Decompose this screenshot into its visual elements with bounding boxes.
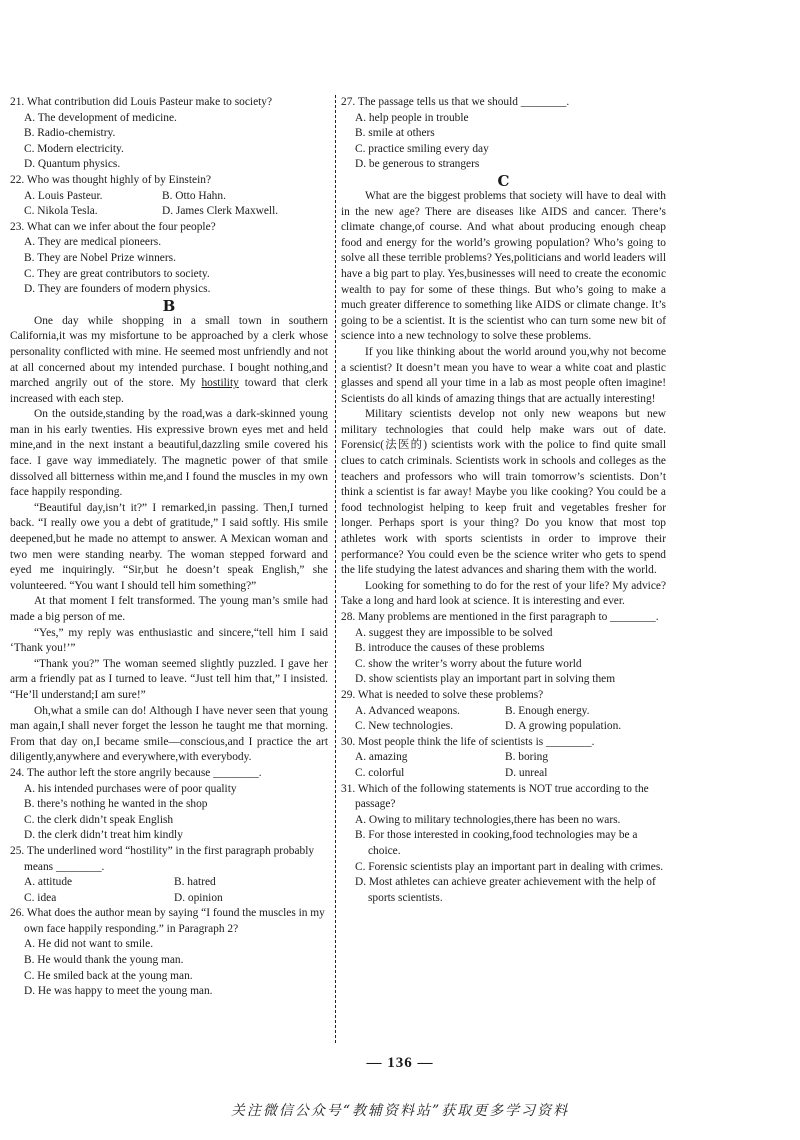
option-c: C. the clerk didn’t speak English bbox=[24, 813, 174, 826]
option-a: A. He did not want to smile. bbox=[24, 938, 154, 951]
option-b: B. hatred bbox=[174, 876, 216, 889]
option-c: C. practice smiling every day bbox=[355, 142, 489, 155]
option-a: A. Louis Pasteur. bbox=[24, 189, 103, 202]
passage-c bbox=[341, 189, 666, 610]
option-d: D. show scientists play an important part in solving them bbox=[355, 673, 616, 686]
option-b: B. Radio-chemistry. bbox=[24, 127, 116, 140]
question-26: 26. What does the author mean by saying “I found the muscles in my own face happily responding.” in Paragraph 2? A. He did not want to smile. B. He would thank the young man. C. He smiled back at the young man. D. He was happy to meet the young man. bbox=[10, 906, 328, 1000]
question-22: 22. Who was thought highly of by Einstein? A. Louis Pasteur. B. Otto Hahn. C. Nikola Tesla. D. James Clerk Maxwell. bbox=[10, 173, 328, 220]
question-29: 29. What is needed to solve these problems? A. Advanced weapons. B. Enough energy. C. New technologies. D. A growing population. bbox=[341, 688, 666, 735]
option-a: A. The development of medicine. bbox=[24, 111, 177, 124]
column-divider bbox=[335, 95, 336, 1043]
paragraph: “Thank you?” The woman seemed slightly puzzled. I gave her arm a friendly pat as I turned to leave. “Just tell him that,” I insisted. “He’ll understand;I am sure!” bbox=[10, 657, 328, 701]
option-b: B. Enough energy. bbox=[505, 704, 590, 717]
option-d: D. be generous to strangers bbox=[355, 158, 480, 171]
option-d: D. Quantum physics. bbox=[24, 158, 121, 171]
section-b-title: B bbox=[162, 296, 176, 315]
option-b: B. They are Nobel Prize winners. bbox=[24, 251, 176, 264]
option-b: B. there’s nothing he wanted in the shop bbox=[24, 798, 208, 811]
option-b: B. For those interested in cooking,food technologies may be a choice. bbox=[355, 829, 638, 857]
paragraph: At that moment I felt transformed. The young man’s smile had made a big person of me. bbox=[10, 595, 328, 623]
option-a: A. Owing to military technologies,there has been no wars. bbox=[355, 813, 621, 826]
option-c: C. Nikola Tesla. bbox=[24, 205, 98, 218]
option-b: B. Otto Hahn. bbox=[162, 189, 226, 202]
option-d: D. unreal bbox=[505, 766, 548, 779]
option-c: C. He smiled back at the young man. bbox=[24, 969, 193, 982]
option-a: A. help people in trouble bbox=[355, 111, 469, 124]
option-d: D. A growing population. bbox=[505, 720, 622, 733]
question-21: 21. What contribution did Louis Pasteur make to society? A. The development of medicine. B. Radio-chemistry. C. Modern electricity. D. Quantum physics. bbox=[10, 95, 328, 173]
question-31: 31. Which of the following statements is NOT true according to the passage? A. Owing to military technologies,there has been no wars. B. For those interested in cooking,food technologies may be a choice. C. Forensic scientists play an important part in dealing with crimes. D. Most athletes can achieve greater achievement with the help of sports scientists. bbox=[341, 782, 666, 907]
option-c: C. idea bbox=[24, 891, 57, 904]
paragraph: On the outside,standing by the road,was a dark-skinned young man in his early twenties. His expressive brown eyes met and held mine,and in the next instant a beautiful,dazzling smile covered his face. I gave way immediately. The magnetic power of that smile dissolved all bitterness within me,and I found the muscles in my own face happily responding. bbox=[10, 408, 328, 499]
paragraph: “Beautiful day,isn’t it?” I remarked,in passing. Then,I turned back. “I really owe you a debt of gratitude,” I said softly. His smile deepened,but he made no attempt to answer. A Mexican woman and two men were standing nearby. The woman stepped forward and eyed me inquiringly. “Sir,but he doesn’t speak English,” she volunteered. “You want I should tell him something?” bbox=[10, 501, 328, 592]
question-24: 24. The author left the store angrily because ________. A. his intended purchases were of poor quality B. there’s nothing he wanted in the shop C. the clerk didn’t speak English D. the clerk didn’t treat him kindly bbox=[10, 766, 328, 844]
option-c: C. show the writer’s worry about the future world bbox=[355, 657, 582, 670]
option-b: B. introduce the causes of these problems bbox=[355, 642, 545, 655]
paragraph: Military scientists develop not only new weapons but new military technologies that could help make wars out of date. Forensic(法医的) scientists work with the police to find quite small clues to catch criminals. Scientists work in schools and colleges as the teachers and professors who will train tomorrow’s scientists. Don’t think a scientist is far away! Maybe you like cooking? You could be a food technologist helping to keep fruit and vegetables fresher for longer. Perhaps sport is your thing? Do you know that most top athletes work with sports scientists in order to improve their performance? You could even be the science writer who gets to spend the life studying the latest advances and sharing them with the world. bbox=[341, 408, 666, 577]
footer-watermark: 关注微信公众号“教辅资料站”获取更多学习资料 bbox=[230, 1103, 570, 1119]
question-23: 23. What can we infer about the four people? A. They are medical pioneers. B. They are Nobel Prize winners. C. They are great contributors to society. D. They are founders of modern physics. bbox=[10, 220, 328, 298]
option-b: B. smile at others bbox=[355, 127, 435, 140]
option-a: A. amazing bbox=[355, 751, 408, 764]
passage-b bbox=[10, 314, 328, 766]
option-c: C. They are great contributors to society. bbox=[24, 267, 210, 280]
section-c-title: C bbox=[497, 171, 510, 190]
paragraph: One day while shopping in a small town in southern California,it was my misfortune to be approached by a clerk whose personality conflicted with mine. He seemed most unfriendly and not at all concerned about my intended purchase. I bought nothing,and marched angrily out of the store. My hostility toward that clerk increased with each step. bbox=[10, 314, 328, 405]
question-28: 28. Many problems are mentioned in the first paragraph to ________. A. suggest they are impossible to be solved B. introduce the causes of these problems C. show the writer’s worry about the future world D. show scientists play an important part in solving them bbox=[341, 610, 666, 688]
left-column bbox=[10, 95, 328, 1000]
option-d: D. James Clerk Maxwell. bbox=[162, 205, 279, 218]
option-c: C. New technologies. bbox=[355, 720, 454, 733]
option-d: D. opinion bbox=[174, 891, 223, 904]
option-a: A. his intended purchases were of poor quality bbox=[24, 782, 237, 795]
option-a: A. attitude bbox=[24, 876, 73, 889]
page-number: — 136 — bbox=[366, 1055, 434, 1071]
paragraph: Looking for something to do for the rest of your life? My advice? Take a long and hard look at science. It is interesting and ever. bbox=[341, 579, 666, 608]
option-c: C. Modern electricity. bbox=[24, 142, 124, 155]
option-b: B. boring bbox=[505, 751, 549, 764]
option-c: C. colorful bbox=[355, 766, 405, 779]
option-a: A. Advanced weapons. bbox=[355, 704, 461, 717]
option-d: D. They are founders of modern physics. bbox=[24, 283, 211, 296]
option-a: A. suggest they are impossible to be solved bbox=[355, 626, 553, 639]
paragraph: Oh,what a smile can do! Although I have never seen that young man again,I shall never forget the lesson he taught me that morning. From that day on,I became smile—conscious,and I practice the art diligently,anywhere and everywhere,with everybody. bbox=[10, 704, 328, 764]
right-column bbox=[341, 95, 666, 906]
underlined-word: hostility bbox=[201, 377, 239, 390]
paragraph: “Yes,” my reply was enthusiastic and sincere,“tell him I said ‘Thank you!’” bbox=[10, 626, 328, 655]
option-a: A. They are medical pioneers. bbox=[24, 236, 162, 249]
paragraph: What are the biggest problems that society will have to deal with in the new age? There are diseases like AIDS and cancer. There’s climate change,of course. And what about producing enough cheap food and energy for the world’s growing population? Who’s going to solve all these terrible problems? Yes,politicians and world leaders will have a big part to play. Yes,businesses will need to create the economic wealth to pay for some of these things. But who’s going to make a much greater difference to something like AIDS or climate change. It’s going to be a scientist. It is the scientist who can turn some new bit of science into a new technology to solve these problems. bbox=[341, 189, 666, 343]
paragraph: If you like thinking about the world around you,why not become a scientist? It doesn’t mean you have to wear a white coat and plastic glasses and spend all your time in a lab as most people often imagine! Scientists do all kinds of amazing things that are actually interesting! bbox=[341, 345, 666, 405]
question-30: 30. Most people think the life of scientists is ________. A. amazing B. boring C. colorful D. unreal bbox=[341, 735, 666, 782]
option-b: B. He would thank the young man. bbox=[24, 954, 184, 967]
question-27: 27. The passage tells us that we should ________. A. help people in trouble B. smile at others C. practice smiling every day D. be generous to strangers bbox=[341, 95, 666, 173]
option-d: D. Most athletes can achieve greater achievement with the help of sports scientists. bbox=[355, 876, 656, 904]
option-d: D. the clerk didn’t treat him kindly bbox=[24, 829, 183, 842]
option-d: D. He was happy to meet the young man. bbox=[24, 985, 213, 998]
question-25: 25. The underlined word “hostility” in the first paragraph probably means ________. A. attitude B. hatred C. idea D. opinion bbox=[10, 844, 328, 906]
option-c: C. Forensic scientists play an important part in dealing with crimes. bbox=[355, 860, 664, 873]
